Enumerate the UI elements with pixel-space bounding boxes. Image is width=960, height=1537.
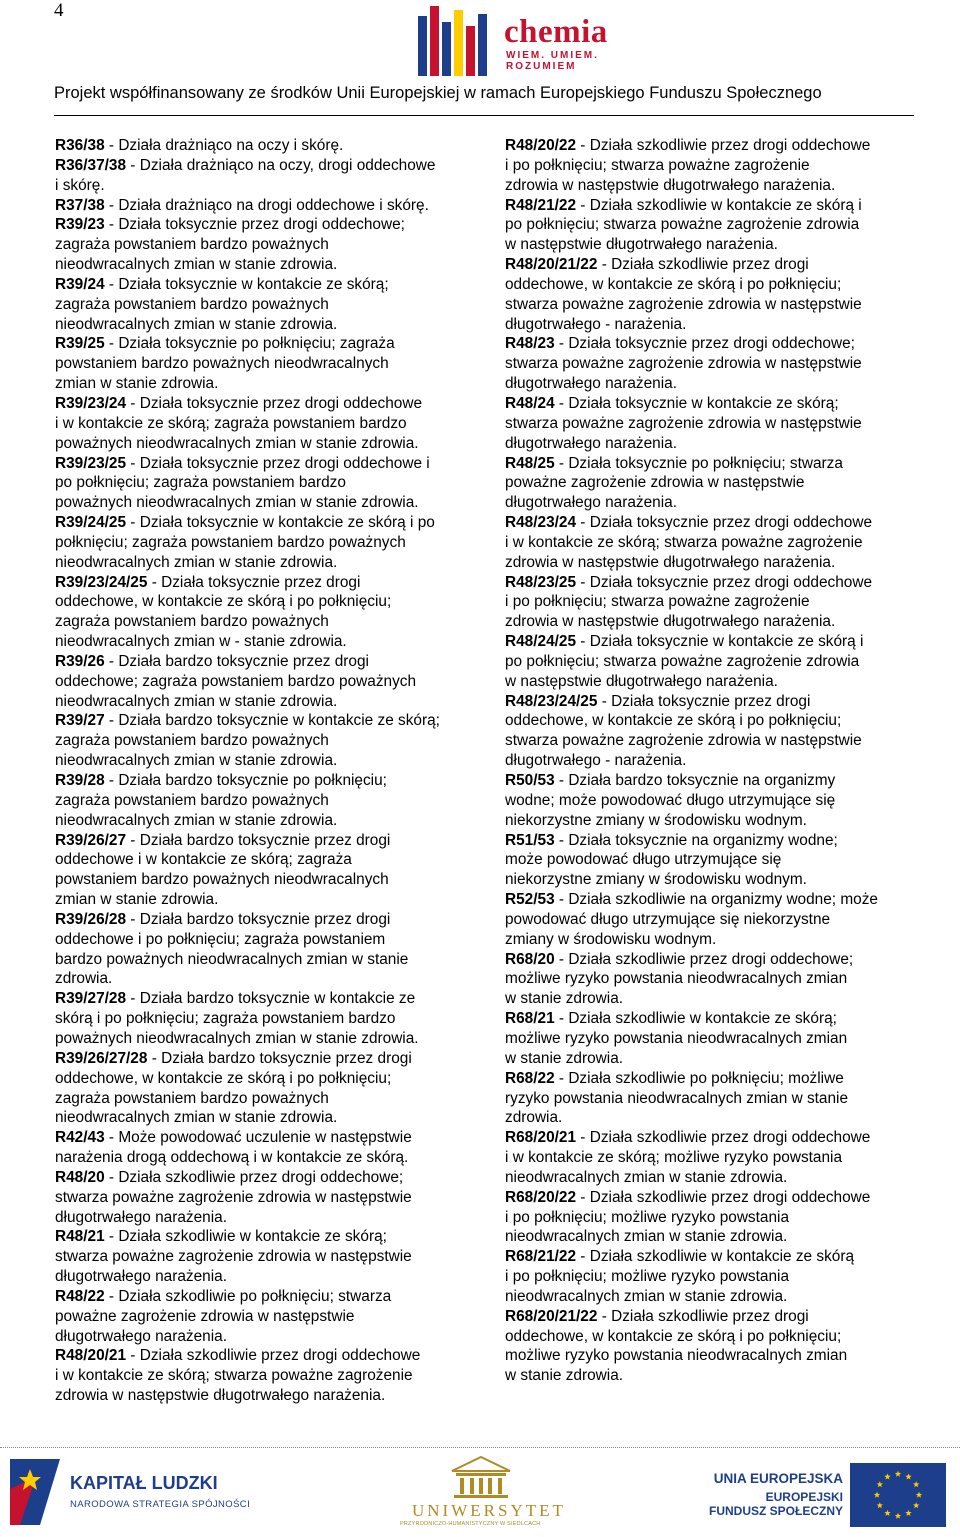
r-phrase-entry: [505, 632, 945, 692]
r-phrase-code: R39/26: [55, 652, 105, 670]
r-phrase-line: poważne zagrożenie zdrowia w następstwie: [505, 474, 805, 492]
r-phrase-line: R39/26 - Działa bardzo toksycznie przez drogi: [55, 652, 369, 670]
r-phrase-line: i po połknięciu; stwarza poważne zagrożenie: [505, 593, 810, 611]
r-phrase-line: zagraża powstaniem bardzo poważnych: [55, 732, 329, 750]
r-phrase-line: R68/20/21 - Działa szkodliwie przez drogi oddechowe: [505, 1129, 871, 1147]
r-phrase-line: zagraża powstaniem bardzo poważnych: [55, 1089, 329, 1107]
r-phrase-line: i w kontakcie ze skórą; stwarza poważne zagrożenie: [55, 1367, 413, 1385]
r-phrase-line: R48/20/21 - Działa szkodliwie przez drogi oddechowe: [55, 1347, 421, 1365]
r-phrase-line: R68/20 - Działa szkodliwie przez drogi oddechowe;: [505, 950, 854, 968]
r-phrase-code: R36/37/38: [55, 156, 127, 174]
r-phrase-line: długotrwałego narażenia.: [505, 375, 677, 393]
r-phrase-entry: [55, 573, 505, 652]
r-phrase-entry: [55, 394, 505, 454]
r-phrase-entry: [505, 196, 945, 256]
r-phrase-line: zdrowia.: [505, 1109, 563, 1127]
kapital-ludzki-logo: [10, 1455, 260, 1533]
chemia-logo-title: chemia: [504, 14, 608, 50]
r-phrase-line: połknięciu; zagraża powstaniem bardzo poważnych: [55, 533, 406, 551]
r-phrase-line: niekorzystne zmiany w środowisku wodnym.: [505, 811, 807, 829]
r-phrase-code: R39/23: [55, 216, 105, 234]
r-phrase-entry: [55, 1287, 505, 1347]
r-phrase-code: R48/23/24/25: [505, 692, 598, 710]
r-phrase-line: R39/26/27 - Działa bardzo toksycznie przez drogi: [55, 831, 391, 849]
r-phrase-line: i po połknięciu; możliwe ryzyko powstania: [505, 1208, 789, 1226]
header-divider: [54, 115, 914, 116]
r-phrase-entry: [55, 334, 505, 394]
r-phrase-code: R68/20/21/22: [505, 1307, 598, 1325]
r-phrase-line: powodować długo utrzymujące się niekorzystne: [505, 910, 831, 928]
r-phrase-line: R68/20/22 - Działa szkodliwie przez drogi oddechowe: [505, 1188, 871, 1206]
r-phrase-line: R50/53 - Działa bardzo toksycznie na organizmy: [505, 772, 836, 789]
r-phrase-line: R48/23/24/25 - Działa toksycznie przez drogi: [505, 692, 811, 710]
r-phrase-line: R68/22 - Działa szkodliwie po połknięciu; możliwe: [505, 1069, 844, 1087]
r-phrase-line: R39/23/24/25 - Działa toksycznie przez drogi: [55, 573, 361, 591]
r-phrase-line: po połknięciu; stwarza poważne zagrożenie zdrowia: [505, 216, 860, 234]
r-phrase-code: R48/20: [55, 1168, 105, 1186]
r-phrase-code: R68/20/21: [505, 1129, 577, 1147]
r-phrase-line: możliwe ryzyko powstania nieodwracalnych zmian: [505, 970, 848, 988]
r-phrase-line: powstaniem bardzo poważnych nieodwracalnych: [55, 355, 389, 373]
r-phrase-line: R42/43 - Może powodować uczulenie w następstwie: [55, 1129, 412, 1147]
r-phrase-line: nieodwracalnych zmian w stanie zdrowia.: [55, 692, 338, 710]
r-phrase-line: i w kontakcie ze skórą; zagraża powstaniem bardzo: [55, 414, 407, 432]
r-phrase-code: R68/21/22: [505, 1248, 577, 1266]
r-phrase-code: R39/24/25: [55, 514, 127, 532]
r-phrase-line: możliwe ryzyko powstania nieodwracalnych zmian: [505, 1029, 848, 1047]
r-phrase-code: R48/24/25: [505, 633, 577, 651]
r-phrase-code: R68/21: [505, 1010, 555, 1028]
uniwersytet-logo: [390, 1455, 580, 1533]
r-phrase-entry: [55, 1227, 505, 1287]
r-phrase-line: oddechowe, w kontakcie ze skórą i po połknięciu;: [55, 593, 392, 611]
r-phrase-line: długotrwałego narażenia.: [505, 494, 677, 512]
r-phrase-line: R39/25 - Działa toksycznie po połknięciu; zagraża: [55, 335, 395, 353]
r-phrase-line: zagraża powstaniem bardzo poważnych: [55, 236, 329, 254]
kapital-ludzki-title: KAPITAŁ LUDZKI: [70, 1473, 218, 1493]
r-phrase-line: nieodwracalnych zmian w stanie zdrowia.: [55, 315, 338, 333]
r-phrase-line: zagraża powstaniem bardzo poważnych: [55, 791, 329, 809]
left-column: [55, 136, 505, 1406]
r-phrase-code: R37/38: [55, 196, 105, 214]
r-phrase-line: zmian w stanie zdrowia.: [55, 375, 219, 393]
r-phrase-line: możliwe ryzyko powstania nieodwracalnych zmian: [505, 1347, 848, 1365]
r-phrase-line: R48/20/21/22 - Działa szkodliwie przez drogi: [505, 256, 809, 274]
r-phrase-code: R52/53: [505, 891, 555, 909]
r-phrase-line: długotrwałego narażenia.: [55, 1268, 227, 1286]
r-phrase-line: długotrwałego narażenia.: [55, 1208, 227, 1226]
r-phrase-line: i po połknięciu; możliwe ryzyko powstania: [505, 1268, 789, 1286]
r-phrase-line: ryzyko powstania nieodwracalnych zmian w stanie: [505, 1089, 849, 1107]
r-phrase-line: R68/21/22 - Działa szkodliwie w kontakcie ze skórą: [505, 1248, 855, 1266]
r-phrase-line: nieodwracalnych zmian w stanie zdrowia.: [55, 1109, 338, 1127]
r-phrase-line: R39/27 - Działa bardzo toksycznie w kontakcie ze skórą;: [55, 712, 440, 730]
r-phrase-entry: [505, 255, 945, 334]
r-phrase-line: stwarza poważne zagrożenie zdrowia w następstwie: [505, 295, 862, 313]
r-phrase-entry: [55, 1168, 505, 1228]
r-phrase-line: poważnych nieodwracalnych zmian w stanie zdrowia.: [55, 1029, 419, 1047]
r-phrase-entry: [55, 831, 505, 910]
r-phrase-line: zdrowia w następstwie długotrwałego narażenia.: [505, 176, 836, 194]
r-phrase-entry: [505, 1247, 945, 1307]
r-phrase-line: po połknięciu; zagraża powstaniem bardzo: [55, 474, 346, 492]
r-phrase-code: R39/23/24: [55, 394, 127, 412]
r-phrase-line: zmian w stanie zdrowia.: [55, 891, 219, 909]
eu-fund-line1: EUROPEJSKI: [765, 1490, 843, 1504]
r-phrase-line: długotrwałego - narażenia.: [505, 752, 687, 770]
r-phrase-entry: [55, 989, 505, 1049]
r-phrase-line: i skórę.: [55, 176, 105, 194]
r-phrase-line: R36/38 - Działa drażniąco na oczy i skórę.: [55, 137, 344, 154]
r-phrase-entry: [55, 652, 505, 712]
r-phrase-line: narażenia drogą oddechową i w kontakcie ze skórą.: [55, 1149, 409, 1167]
r-phrase-line: R48/21/22 - Działa szkodliwie w kontakcie ze skórą i: [505, 196, 862, 214]
r-phrase-code: R48/24: [505, 394, 555, 412]
r-phrase-entry: [55, 196, 505, 216]
r-phrase-code: R68/22: [505, 1069, 555, 1087]
r-phrase-entry: [505, 1307, 945, 1386]
r-phrase-entry: [505, 1069, 945, 1129]
r-phrase-line: zmiany w środowisku wodnym.: [505, 930, 717, 948]
r-phrase-entry: [505, 1009, 945, 1069]
r-phrase-line: niekorzystne zmiany w środowisku wodnym.: [505, 871, 807, 889]
project-banner: Projekt współfinansowany ze środków Unii Europejskiej w ramach Europejskiego Funduszu Społecznego: [54, 84, 822, 102]
r-phrase-line: R39/26/28 - Działa bardzo toksycznie przez drogi: [55, 910, 391, 928]
r-phrase-entry: [55, 771, 505, 831]
kapital-ludzki-subtitle: NARODOWA STRATEGIA SPÓJNOŚCI: [70, 1499, 251, 1510]
r-phrase-line: R48/23 - Działa toksycznie przez drogi oddechowe;: [505, 335, 855, 353]
r-phrase-line: poważnych nieodwracalnych zmian w stanie zdrowia.: [55, 494, 419, 512]
r-phrase-code: R48/25: [505, 454, 555, 472]
r-phrase-entry: [55, 215, 505, 275]
r-phrase-line: nieodwracalnych zmian w stanie zdrowia.: [55, 256, 338, 274]
r-phrase-code: R39/25: [55, 335, 105, 353]
r-phrase-line: R39/23/25 - Działa toksycznie przez drogi oddechowe i: [55, 454, 430, 472]
r-phrase-entry: [55, 1128, 505, 1168]
r-phrase-line: oddechowe, w kontakcie ze skórą i po połknięciu;: [505, 712, 842, 730]
r-phrase-line: w następstwie długotrwałego narażenia.: [505, 236, 778, 254]
r-phrase-code: R48/21/22: [505, 196, 577, 214]
r-phrase-code: R68/20: [505, 950, 555, 968]
r-phrase-line: zagraża powstaniem bardzo poważnych: [55, 295, 329, 313]
r-phrase-entry: [505, 1188, 945, 1248]
r-phrase-line: oddechowe, w kontakcie ze skórą i po połknięciu;: [55, 1069, 392, 1087]
r-phrase-code: R39/24: [55, 275, 105, 293]
r-phrase-line: nieodwracalnych zmian w stanie zdrowia.: [55, 752, 338, 770]
r-phrase-entry: [505, 831, 945, 891]
r-phrase-line: długotrwałego narażenia.: [55, 1327, 227, 1345]
r-phrase-line: w stanie zdrowia.: [505, 1367, 624, 1385]
r-phrase-entry: [505, 394, 945, 454]
r-phrase-line: bardzo poważnych nieodwracalnych zmian w stanie: [55, 950, 409, 968]
r-phrase-line: może powodować długo utrzymujące się: [505, 851, 782, 869]
r-phrase-line: oddechowe, w kontakcie ze skórą i po połknięciu;: [505, 1327, 842, 1345]
r-phrase-entry: [55, 454, 505, 514]
r-phrase-code: R48/20/22: [505, 137, 577, 154]
r-phrase-entry: [55, 136, 505, 156]
r-phrase-code: R39/26/28: [55, 910, 127, 928]
r-phrase-entry: [505, 334, 945, 394]
r-phrase-code: R39/27/28: [55, 990, 127, 1008]
r-phrase-entry: [505, 692, 945, 771]
r-phrase-entry: [505, 950, 945, 1010]
r-phrase-line: i po połknięciu; stwarza poważne zagrożenie: [505, 156, 810, 174]
r-phrase-line: R39/28 - Działa bardzo toksycznie po połknięciu;: [55, 772, 387, 789]
r-phrase-code: R39/28: [55, 772, 105, 789]
r-phrase-line: R48/20 - Działa szkodliwie przez drogi oddechowe;: [55, 1168, 404, 1186]
r-phrase-line: stwarza poważne zagrożenie zdrowia w następstwie: [55, 1248, 412, 1266]
r-phrase-entry: [55, 910, 505, 989]
r-phrase-line: R39/24 - Działa toksycznie w kontakcie ze skórą;: [55, 275, 389, 293]
r-phrase-code: R48/21: [55, 1228, 105, 1246]
r-phrase-entry: [55, 1049, 505, 1128]
r-phrase-line: w następstwie długotrwałego narażenia.: [505, 672, 778, 690]
r-phrase-line: R48/22 - Działa szkodliwie po połknięciu; stwarza: [55, 1287, 392, 1305]
eu-flag-icon: [850, 1463, 946, 1527]
r-phrase-line: R39/26/27/28 - Działa bardzo toksycznie przez drogi: [55, 1049, 412, 1067]
r-phrase-line: stwarza poważne zagrożenie zdrowia w następstwie: [505, 355, 862, 373]
r-phrase-code: R39/26/27: [55, 831, 127, 849]
eu-text: [700, 1471, 843, 1518]
kapital-ludzki-flag-icon: [10, 1459, 60, 1525]
footer-divider: [0, 1447, 960, 1448]
r-phrase-line: R48/20/22 - Działa szkodliwie przez drogi oddechowe: [505, 137, 871, 154]
r-phrase-line: R68/20/21/22 - Działa szkodliwie przez drogi: [505, 1307, 809, 1325]
r-phrase-line: R48/24 - Działa toksycznie w kontakcie ze skórą;: [505, 394, 839, 412]
r-phrase-line: oddechowe i w kontakcie ze skórą; zagraża: [55, 851, 352, 869]
eu-logo: [700, 1455, 950, 1533]
r-phrase-line: R68/21 - Działa szkodliwie w kontakcie ze skórą;: [505, 1010, 837, 1028]
r-phrase-line: nieodwracalnych zmian w - stanie zdrowia.: [55, 633, 347, 651]
r-phrase-code: R50/53: [505, 772, 555, 789]
r-phrase-code: R39/23/24/25: [55, 573, 148, 591]
r-phrase-entry: [505, 573, 945, 633]
r-phrase-entry: [505, 890, 945, 950]
r-phrase-line: zagraża powstaniem bardzo poważnych: [55, 613, 329, 631]
r-phrase-entry: [55, 711, 505, 771]
r-phrase-line: R39/23 - Działa toksycznie przez drogi oddechowe;: [55, 216, 405, 234]
r-phrase-line: nieodwracalnych zmian w stanie zdrowia.: [55, 811, 338, 829]
r-phrase-line: R52/53 - Działa szkodliwie na organizmy wodne; może: [505, 891, 878, 909]
r-phrase-code: R48/20/21: [55, 1347, 127, 1365]
r-phrase-code: R48/20/21/22: [505, 256, 598, 274]
r-phrase-entry: [505, 454, 945, 514]
r-phrase-code: R48/23: [505, 335, 555, 353]
r-phrase-code: R39/26/27/28: [55, 1049, 148, 1067]
r-phrase-line: R48/25 - Działa toksycznie po połknięciu; stwarza: [505, 454, 843, 472]
r-phrase-code: R48/23/24: [505, 514, 577, 532]
r-phrase-entry: [55, 275, 505, 335]
r-phrase-line: R48/24/25 - Działa toksycznie w kontakcie ze skórą i: [505, 633, 864, 651]
r-phrase-line: stwarza poważne zagrożenie zdrowia w następstwie: [55, 1188, 412, 1206]
r-phrase-line: po połknięciu; stwarza poważne zagrożenie zdrowia: [505, 652, 860, 670]
r-phrase-line: poważnych nieodwracalnych zmian w stanie zdrowia.: [55, 434, 419, 452]
r-phrase-line: skórą i po połknięciu; zagraża powstaniem bardzo: [55, 1010, 396, 1028]
r-phrase-line: poważne zagrożenie zdrowia w następstwie: [55, 1307, 355, 1325]
r-phrase-entry: [55, 1346, 505, 1406]
r-phrase-code: R42/43: [55, 1129, 105, 1147]
r-phrase-entry: [505, 1128, 945, 1188]
r-phrase-line: R39/24/25 - Działa toksycznie w kontakcie ze skórą i po: [55, 514, 435, 532]
r-phrase-entry: [505, 513, 945, 573]
right-column: [505, 136, 945, 1386]
chemia-logo: [416, 6, 626, 76]
r-phrase-line: w stanie zdrowia.: [505, 990, 624, 1008]
r-phrase-line: R37/38 - Działa drażniąco na drogi oddechowe i skórę.: [55, 196, 429, 214]
eu-fund-line2: FUNDUSZ SPOŁECZNY: [708, 1504, 843, 1518]
uniwersytet-subtitle: PRZYRODNICZO-HUMANISTYCZNY W SIEDLCACH: [400, 1521, 541, 1527]
r-phrase-line: i w kontakcie ze skórą; możliwe ryzyko powstania: [505, 1149, 843, 1167]
r-phrase-code: R48/23/25: [505, 573, 577, 591]
chemia-logo-subtitle: WIEM. UMIEM. ROZUMIEM: [506, 50, 599, 72]
r-phrase-line: R48/23/25 - Działa toksycznie przez drogi oddechowe: [505, 573, 873, 591]
r-phrase-entry: [505, 136, 945, 196]
r-phrase-entry: [505, 771, 945, 831]
r-phrase-line: i w kontakcie ze skórą; stwarza poważne zagrożenie: [505, 533, 863, 551]
r-phrase-line: stwarza poważne zagrożenie zdrowia w następstwie: [505, 414, 862, 432]
r-phrase-line: R48/23/24 - Działa toksycznie przez drogi oddechowe: [505, 514, 873, 532]
r-phrase-line: w stanie zdrowia.: [505, 1049, 624, 1067]
r-phrase-line: R51/53 - Działa toksycznie na organizmy wodne;: [505, 831, 838, 849]
r-phrase-entry: [55, 156, 505, 196]
r-phrase-code: R39/23/25: [55, 454, 127, 472]
chemia-logo-bars-icon: [416, 6, 496, 76]
r-phrase-line: oddechowe i po połknięciu; zagraża powstaniem: [55, 930, 386, 948]
r-phrase-line: R39/27/28 - Działa bardzo toksycznie w kontakcie ze: [55, 990, 416, 1008]
r-phrase-line: zdrowia w następstwie długotrwałego narażenia.: [55, 1387, 386, 1405]
r-phrase-line: nieodwracalnych zmian w stanie zdrowia.: [505, 1287, 788, 1305]
r-phrase-code: R48/22: [55, 1287, 105, 1305]
r-phrase-line: R48/21 - Działa szkodliwie w kontakcie ze skórą;: [55, 1228, 387, 1246]
r-phrase-line: zdrowia w następstwie długotrwałego narażenia.: [505, 553, 836, 571]
r-phrase-line: nieodwracalnych zmian w stanie zdrowia.: [505, 1228, 788, 1246]
r-phrase-line: R39/23/24 - Działa toksycznie przez drogi oddechowe: [55, 394, 423, 412]
r-phrase-line: oddechowe; zagraża powstaniem bardzo poważnych: [55, 672, 417, 690]
r-phrase-code: R51/53: [505, 831, 555, 849]
r-phrase-line: długotrwałego narażenia.: [505, 434, 677, 452]
r-phrase-code: R39/27: [55, 712, 105, 730]
r-phrase-line: nieodwracalnych zmian w stanie zdrowia.: [55, 553, 338, 571]
r-phrase-entry: [55, 513, 505, 573]
r-phrase-line: wodne; może powodować długo utrzymujące się: [505, 791, 836, 809]
uniwersytet-title: UNIWERSYTET: [412, 1501, 566, 1520]
r-phrase-line: stwarza poważne zagrożenie zdrowia w następstwie: [505, 732, 862, 750]
r-phrase-line: długotrwałego - narażenia.: [505, 315, 687, 333]
page-number: 4: [54, 0, 64, 21]
university-building-icon: [448, 1455, 514, 1501]
r-phrase-line: R36/37/38 - Działa drażniąco na oczy, drogi oddechowe: [55, 156, 436, 174]
r-phrase-line: zdrowia.: [55, 970, 113, 988]
r-phrase-line: oddechowe, w kontakcie ze skórą i po połknięciu;: [505, 275, 842, 293]
r-phrase-line: nieodwracalnych zmian w stanie zdrowia.: [505, 1168, 788, 1186]
r-phrase-code: R68/20/22: [505, 1188, 577, 1206]
eu-title: UNIA EUROPEJSKA: [713, 1471, 843, 1486]
r-phrase-code: R36/38: [55, 137, 105, 154]
r-phrase-line: zdrowia w następstwie długotrwałego narażenia.: [505, 613, 836, 631]
r-phrase-line: powstaniem bardzo poważnych nieodwracalnych: [55, 871, 389, 889]
